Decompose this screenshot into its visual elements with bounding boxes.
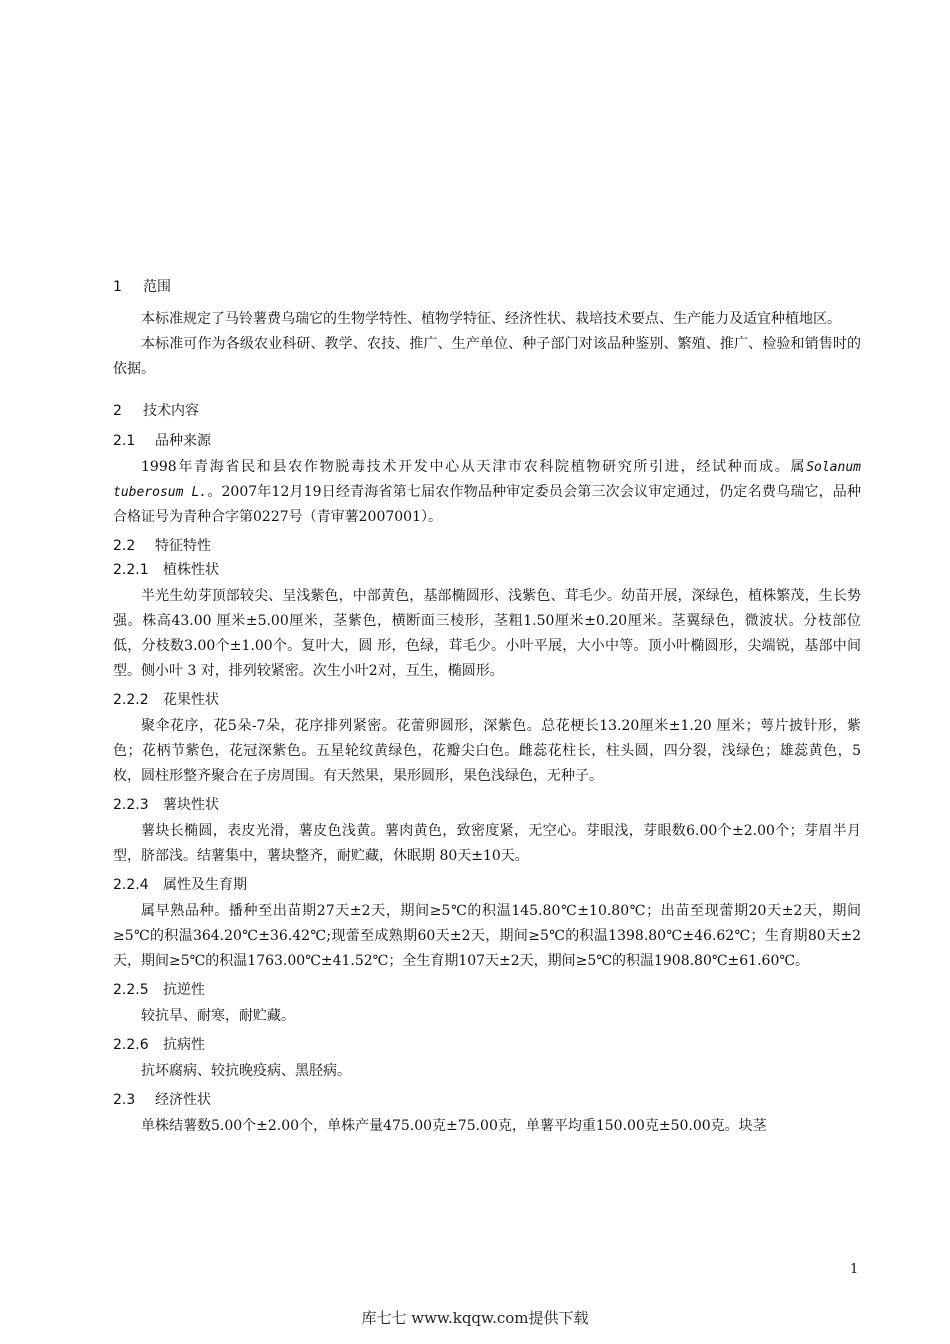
section-title: 花果性状 [163,692,219,708]
page-number: 1 [850,1262,859,1277]
section-title: 技术内容 [143,403,199,419]
text-run: 。2007年12月19日经青海省第七届农作物品种审定委员会第三次会议审定通过，仍定名费乌瑞它，品种合格证号为青种合字第0227号（青审薯2007001）。 [113,484,861,525]
paragraph: 薯块长椭圆，表皮光滑，薯皮色浅黄。薯肉黄色，致密度紧，无空心。芽眼浅，芽眼数6.00个±2.00个；芽眉半月型，脐部浅。结薯集中，薯块整齐，耐贮藏，休眠期 80天±10天。 [113,823,861,864]
paragraph: 半光生幼芽顶部较尖、呈浅紫色，中部黄色，基部椭圆形、浅紫色、茸毛少。幼苗开展，深绿色，植株繁茂，生长势强。株高43.00 厘米±5.00厘米，茎紫色，横断面三棱形，茎粗1.50厘米±0.20厘米。茎翼绿色，微波状。分枝部位低，分枝数3.00个±1.00个。复叶大，圆 形，色绿，茸毛少。小叶平展，大小中等。顶小叶椭圆形，尖端锐，基部中间型。侧小叶 3 对，排列较紧密。次生小叶2对，互生，椭圆形。 [113,588,861,679]
section-heading-2-3 [113,1090,861,1110]
text-run: 1998年青海省民和县农作物脱毒技术开发中心从天津市农科院植物研究所引进，经试种而成。属 [141,459,807,475]
section-heading-2-1 [113,431,861,451]
section-heading-2-2-4 [113,875,861,895]
section-title: 特征特性 [155,538,211,554]
section-number: 2.3 [113,1092,136,1108]
section-number: 2.2.4 [113,877,149,893]
section-title: 薯块性状 [163,797,219,813]
section-number: 2.2.1 [113,562,149,578]
section-heading-2-2-3 [113,795,861,815]
section-heading-2-2-1 [113,560,861,580]
paragraph: 较抗旱、耐寒，耐贮藏。 [141,1008,295,1024]
section-number: 1 [113,279,122,295]
latin-name: Solanum tuberosum L. [113,460,861,500]
section-title: 属性及生育期 [163,877,247,893]
section-title: 植株性状 [163,562,219,578]
section-title: 抗逆性 [163,982,205,998]
section-number: 2.1 [113,433,136,449]
footer-watermark: 库七七 www.kqqw.com提供下载 [361,1309,589,1327]
section-heading-2-2-5 [113,980,861,1000]
section-heading-2-2 [113,536,861,556]
section-heading-2 [113,400,861,422]
paragraph: 本标准可作为各级农业科研、教学、农技、推广、生产单位、种子部门对该品种鉴别、繁殖、推广、检验和销售时的依据。 [113,336,861,377]
section-title: 抗病性 [163,1037,205,1053]
section-title: 范围 [143,279,171,295]
section-heading-2-2-2 [113,690,861,710]
paragraph: 本标准规定了马铃薯费乌瑞它的生物学特性、植物学特征、经济性状、栽培技术要点、生产能力及适宜种植地区。 [141,311,841,327]
section-number: 2.2.2 [113,692,149,708]
paragraph: 聚伞花序，花5朵-7朵，花序排列紧密。花蕾卵圆形，深紫色。总花梗长13.20厘米±1.20 厘米；萼片披针形，紫色；花柄节紫色，花冠深紫色。五星轮纹黄绿色，花瓣尖白色。雌蕊花柱长，柱头圆，四分裂，浅绿色；雄蕊黄色，5枚，圆柱形整齐聚合在子房周围。有天然果，果形圆形，果色浅绿色，无种子。 [113,718,861,784]
section-title: 经济性状 [155,1092,211,1108]
paragraph [113,455,861,530]
section-number: 2.2.5 [113,982,149,998]
document-body [113,276,861,1139]
paragraph: 抗坏腐病、较抗晚疫病、黑胫病。 [141,1063,351,1079]
paragraph: 单株结薯数5.00个±2.00个，单株产量475.00克±75.00克，单薯平均重150.00克±50.00克。块茎 [141,1118,767,1134]
section-number: 2.2 [113,538,136,554]
section-title: 品种来源 [155,433,211,449]
section-number: 2 [113,403,122,419]
section-heading-1 [113,276,861,298]
paragraph: 属早熟品种。播种至出苗期27天±2天，期间≥5℃的积温145.80℃±10.80℃；出苗至现蕾期20天±2天，期间≥5℃的积温364.20℃±36.42℃;现蕾至成熟期60天±2天，期间≥5℃的积温1398.80℃±46.62℃；生育期80天±2天，期间≥5℃的积温1763.00℃±41.52℃；全生育期107天±2天，期间≥5℃的积温1908.80℃±61.60℃。 [113,903,861,969]
section-number: 2.2.6 [113,1037,149,1053]
section-heading-2-2-6 [113,1035,861,1055]
section-number: 2.2.3 [113,797,149,813]
